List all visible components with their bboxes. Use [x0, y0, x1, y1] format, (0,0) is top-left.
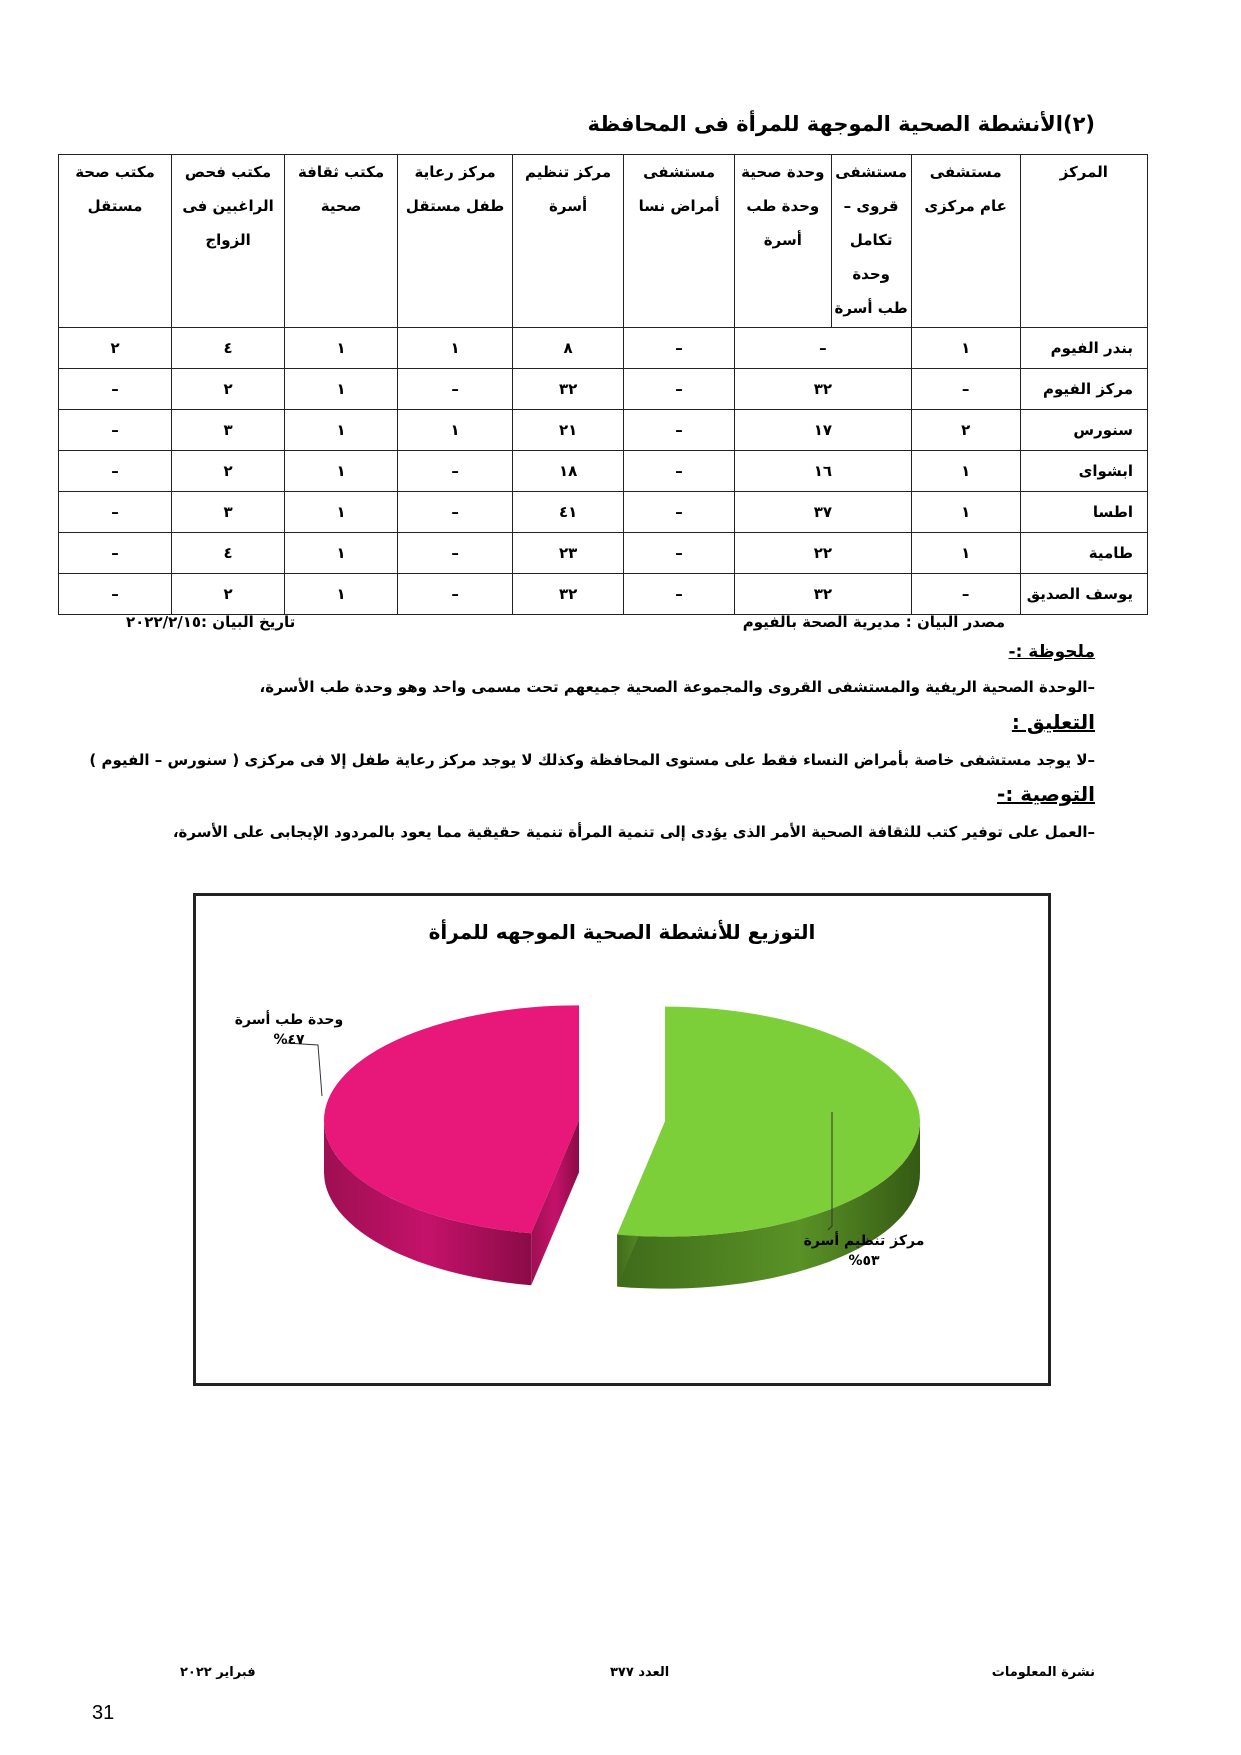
cell-office: –: [59, 451, 172, 492]
cell-child-care: –: [398, 574, 513, 615]
table-row: [59, 369, 1148, 410]
cell-office: –: [59, 410, 172, 451]
cell-premarital: ٢: [172, 369, 285, 410]
table-row: [59, 533, 1148, 574]
cell-center: بندر الفيوم: [1020, 328, 1147, 369]
health-activities-table: [58, 154, 1148, 615]
label-family-unit: وحدة طب أسرة ٤٧%: [234, 1012, 344, 1048]
cell-child-care: –: [398, 492, 513, 533]
header-womens-hospital: مستشفى أمراض نسا: [624, 155, 735, 328]
cell-premarital: ٢: [172, 574, 285, 615]
comment-text: –لا يوجد مستشفى خاصة بأمراض النساء فقط على مستوى المحافظة وكذلك لا يوجد مركز رعاية طفل إلا فى مركزى ( سنورس – الفيوم ): [89, 751, 1095, 769]
cell-general: ٢: [911, 410, 1020, 451]
leader-line-family-unit: [286, 1043, 322, 1096]
header-child-care: مركز رعاية طفل مستقل: [398, 155, 513, 328]
footer-date: فبراير ٢٠٢٢: [180, 1665, 256, 1680]
cell-womens: –: [624, 328, 735, 369]
table-row: [59, 492, 1148, 533]
cell-child-care: –: [398, 533, 513, 574]
cell-premarital: ٤: [172, 328, 285, 369]
cell-health-unit: ٣٢: [735, 369, 912, 410]
cell-center: اطسا: [1020, 492, 1147, 533]
cell-health-unit: ١٦: [735, 451, 912, 492]
cell-center: ابشواى: [1020, 451, 1147, 492]
cell-child-care: –: [398, 369, 513, 410]
header-rural-hospital: مستشفى قروى – تكامل وحدة طب أسرة: [831, 155, 911, 328]
cell-premarital: ٤: [172, 533, 285, 574]
cell-health-unit: ٢٢: [735, 533, 912, 574]
recommendation-heading: التوصية :-: [997, 782, 1095, 806]
note-heading: ملحوظة :-: [1008, 642, 1095, 662]
cell-center: طامية: [1020, 533, 1147, 574]
note-text: –الوحدة الصحية الريفية والمستشفى القروى والمجموعة الصحية جميعهم تحت مسمى واحد وهو وحدة طب الأسرة،: [259, 678, 1095, 696]
cell-family-planning: ٨: [513, 328, 624, 369]
cell-general: –: [911, 369, 1020, 410]
cell-center: يوسف الصديق: [1020, 574, 1147, 615]
cell-womens: –: [624, 533, 735, 574]
header-general-hospital: مستشفى عام مركزى: [911, 155, 1020, 328]
cell-office: –: [59, 492, 172, 533]
cell-health-unit: –: [735, 328, 912, 369]
footer-issue: العدد ٣٧٧: [610, 1665, 670, 1680]
cell-family-planning: ٢٣: [513, 533, 624, 574]
cell-culture: ١: [285, 328, 398, 369]
cell-premarital: ٣: [172, 410, 285, 451]
table-row: [59, 410, 1148, 451]
page-number: 31: [92, 1702, 115, 1724]
cell-child-care: ١: [398, 328, 513, 369]
header-center: المركز: [1020, 155, 1147, 328]
table-row: [59, 328, 1148, 369]
comment-heading: التعليق :: [1011, 710, 1095, 734]
cell-child-care: –: [398, 451, 513, 492]
table-row: [59, 574, 1148, 615]
data-source: مصدر البيان : مديرية الصحة بالفيوم: [742, 613, 1005, 631]
cell-general: –: [911, 574, 1020, 615]
cell-culture: ١: [285, 492, 398, 533]
header-health-unit: وحدة صحية وحدة طب أسرة: [735, 155, 832, 328]
pie-chart: [193, 893, 1051, 1386]
chart-title: التوزيع للأنشطة الصحية الموجهه للمرأة: [428, 920, 816, 944]
cell-health-unit: ١٧: [735, 410, 912, 451]
cell-child-care: ١: [398, 410, 513, 451]
cell-office: –: [59, 369, 172, 410]
header-family-planning: مركز تنظيم أسرة: [513, 155, 624, 328]
header-health-office: مكتب صحة مستقل: [59, 155, 172, 328]
cell-family-planning: ٤١: [513, 492, 624, 533]
cell-womens: –: [624, 369, 735, 410]
header-premarital-exam: مكتب فحص الراغبين فى الزواج: [172, 155, 285, 328]
cell-culture: ١: [285, 369, 398, 410]
cell-womens: –: [624, 451, 735, 492]
cell-womens: –: [624, 492, 735, 533]
cell-family-planning: ٣٢: [513, 574, 624, 615]
footer-publication: نشرة المعلومات: [991, 1665, 1095, 1680]
cell-general: ١: [911, 533, 1020, 574]
table-row: [59, 451, 1148, 492]
cell-office: –: [59, 574, 172, 615]
cell-womens: –: [624, 410, 735, 451]
cell-center: سنورس: [1020, 410, 1147, 451]
cell-health-unit: ٣٧: [735, 492, 912, 533]
cell-premarital: ٢: [172, 451, 285, 492]
pie-chart-svg: [196, 896, 1048, 1383]
cell-culture: ١: [285, 410, 398, 451]
header-health-culture: مكتب ثقافة صحية: [285, 155, 398, 328]
cell-health-unit: ٣٢: [735, 574, 912, 615]
cell-family-planning: ٢١: [513, 410, 624, 451]
cell-culture: ١: [285, 451, 398, 492]
cell-office: –: [59, 533, 172, 574]
recommendation-text: –العمل على توفير كتب للثقافة الصحية الأمر الذى يؤدى إلى تنمية المرأة تنمية حقيقية مما يعود بالمردود الإيجابى على الأسرة،: [172, 823, 1095, 841]
data-date: تاريخ البيان :٢٠٢٢/٢/١٥: [126, 613, 296, 631]
cell-family-planning: ١٨: [513, 451, 624, 492]
cell-center: مركز الفيوم: [1020, 369, 1147, 410]
cell-general: ١: [911, 492, 1020, 533]
cell-family-planning: ٣٢: [513, 369, 624, 410]
cell-office: ٢: [59, 328, 172, 369]
cell-culture: ١: [285, 533, 398, 574]
cell-general: ١: [911, 328, 1020, 369]
cell-culture: ١: [285, 574, 398, 615]
cell-womens: –: [624, 574, 735, 615]
label-family-planning: مركز تنظيم أسرة ٥٣%: [803, 1233, 925, 1269]
cell-general: ١: [911, 451, 1020, 492]
section-title: (٢)الأنشطة الصحية الموجهة للمرأة فى المحافظة: [587, 112, 1095, 136]
cell-premarital: ٣: [172, 492, 285, 533]
table-header-row: [59, 155, 1148, 328]
